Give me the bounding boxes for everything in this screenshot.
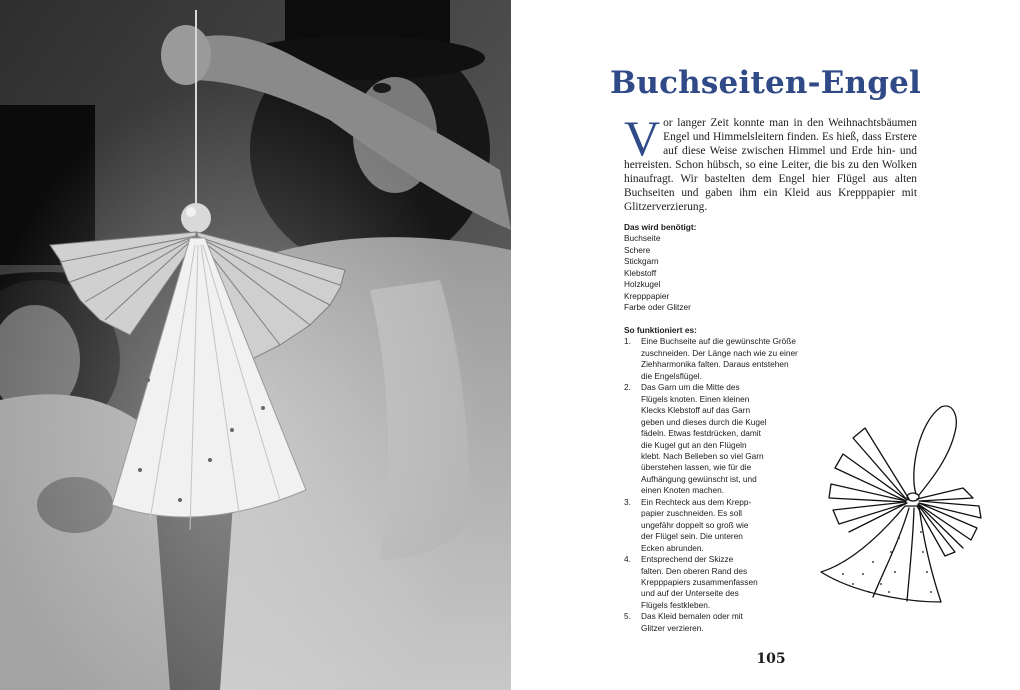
step-text: Das Garn um die Mitte des Flügels knoten. Einen kleinen Klecks Klebstoff auf das Garn geben und dieses durch die Kugel fädeln. Etwas festdrücken, damit die Kugel gut an den Flügeln klebt. Nach Belieben so viel Garn überstehen lassen, wie für die Aufhängung gewünscht ist, und einen Knoten machen.: [641, 382, 767, 496]
list-item: Buchseite: [624, 233, 661, 244]
step-text: Das Kleid bemalen oder mit Glitzer verzieren.: [641, 611, 743, 633]
page-number: 105: [756, 651, 786, 667]
step-number: 3.: [624, 496, 631, 507]
list-item: Krepppapier: [624, 290, 670, 301]
step-number: 2.: [624, 382, 631, 393]
step-text: Entsprechend der Skizze falten. Den oberen Rand des Krepppapiers zusammenfassen und auf der Unterseite des Flügels festkleben.: [641, 554, 758, 610]
intro-text: or langer Zeit konnte man in den Weihnachtsbäumen Engel und Himmelsleitern finden. Es hieß, dass Erstere auf diese Weise zwischen Himmel und Erde hin- und herreisten. Schon hübsch, so eine Leiter, die bis zu den Wolken hinaufragt. Wir bastelten dem Engel hier Flügel aus alten Buchseiten und gaben ihm ein Kleid aus Krepppapier mit Glitzerverzierung.: [624, 117, 917, 213]
step-number: 4.: [624, 554, 631, 565]
steps-section: [624, 325, 824, 634]
materials-heading: Das wird benötigt:: [624, 222, 697, 232]
step-item: [624, 554, 824, 611]
step-number: 5.: [624, 611, 631, 622]
step-item: [624, 611, 824, 634]
angel-sketch-icon: [813, 402, 985, 608]
text-page: [511, 0, 1020, 690]
page-title: Buchseiten-Engel: [609, 64, 922, 101]
step-item: [624, 382, 824, 497]
step-number: 1.: [624, 336, 631, 347]
steps-list: [624, 336, 824, 634]
list-item: Schere: [624, 244, 651, 255]
step-text: Eine Buchseite auf die gewünschte Größe zuschneiden. Der Länge nach wie zu einer Ziehharmonika falten. Daraus entstehen die Engelsflügel.: [641, 336, 798, 381]
list-item: Holzkugel: [624, 279, 661, 290]
step-item: [624, 336, 824, 382]
drop-cap: V: [624, 110, 661, 166]
step-item: [624, 497, 824, 554]
materials-list: [624, 233, 824, 313]
list-item: Stickgarn: [624, 256, 659, 267]
steps-heading: So funktioniert es:: [624, 325, 697, 335]
step-text: Ein Rechteck aus dem Krepp- papier zuschneiden. Es soll ungefähr doppelt so groß wie der Flügel sein. Die unteren Ecken abrunden.: [641, 496, 752, 553]
list-item: Farbe oder Glitzer: [624, 302, 691, 313]
list-item: Klebstoff: [624, 267, 657, 278]
materials-section: [624, 222, 824, 314]
intro-paragraph: [624, 110, 917, 214]
